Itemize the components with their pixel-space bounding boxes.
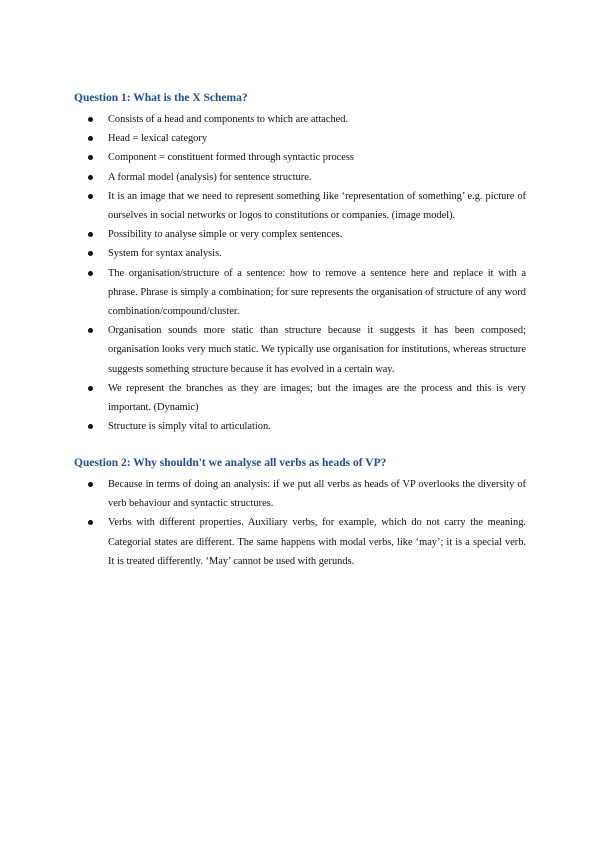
question-1-heading: Question 1: What is the X Schema? [74,92,248,104]
list-item-text: Structure is simply vital to articulation. [108,421,271,433]
list-item [74,379,526,417]
list-item [74,168,526,187]
list-item-text: We represent the branches as they are images; but the images are the process and this is very important. (Dynamic) [108,382,526,414]
list-item-text: System for syntax analysis. [108,248,222,260]
list-item-text: Because in terms of doing an analysis: if we put all verbs as heads of VP overlooks the diversity of verb behaviour and syntactic structures. [108,479,526,510]
bullet-icon [88,328,93,333]
bullet-icon [88,520,93,525]
list-item-text: Head = lexical category [108,133,208,145]
bullet-icon [88,251,93,256]
question-2-heading: Question 2: Why shouldn't we analyse all verbs as heads of VP? [74,457,387,469]
bullet-icon [88,194,93,199]
list-item [74,321,526,379]
list-item-text: Consists of a head and components to which are attached. [108,114,349,125]
list-item [74,148,526,167]
bullet-icon [88,117,93,122]
list-item [74,187,526,225]
list-item [74,129,526,148]
bullet-icon [88,386,93,391]
bullet-icon [88,232,93,237]
list-item-text: It is an image that we need to represent something like ‘representation of something’ e.g. picture of ourselves in social networks or logos to constitutions or companies. (image model). [108,190,526,222]
list-item-text: Component = constituent formed through syntactic process [108,152,354,164]
list-item-text: The organisation/structure of a sentence: how to remove a sentence here and replace it with a phrase. Phrase is simply a combination; for sure represents the organisation of structure of any word combination/compound/cluster. [108,267,526,318]
question-2-bullet-list [74,475,526,571]
list-item-text: Organisation sounds more static than structure because it suggests it has been composed; organisation looks very much static. We typically use organisation for institutions, whereas structure suggests something structure because it has evolved in a certain way. [108,325,526,375]
question-1-bullet-list [74,110,526,436]
list-item-text: Possibility to analyse simple or very complex sentences. [108,229,343,241]
bullet-icon [88,175,93,180]
list-item [74,264,526,322]
list-item [74,475,526,513]
list-item-text: Verbs with different properties. Auxiliary verbs, for example, which do not carry the meaning. Categorial states are different. The same happens with modal verbs, like ‘may’; it is a special verb. It is treated differently. ‘May’ cannot be used with gerunds. [108,517,526,567]
bullet-icon [88,271,93,276]
list-item [74,244,526,263]
list-item [74,110,526,129]
list-item [74,513,526,571]
bullet-icon [88,482,93,487]
bullet-icon [88,136,93,141]
list-item [74,225,526,244]
list-item [74,417,526,436]
bullet-icon [88,155,93,160]
list-item-text: A formal model (analysis) for sentence structure. [108,171,312,183]
bullet-icon [88,424,93,429]
